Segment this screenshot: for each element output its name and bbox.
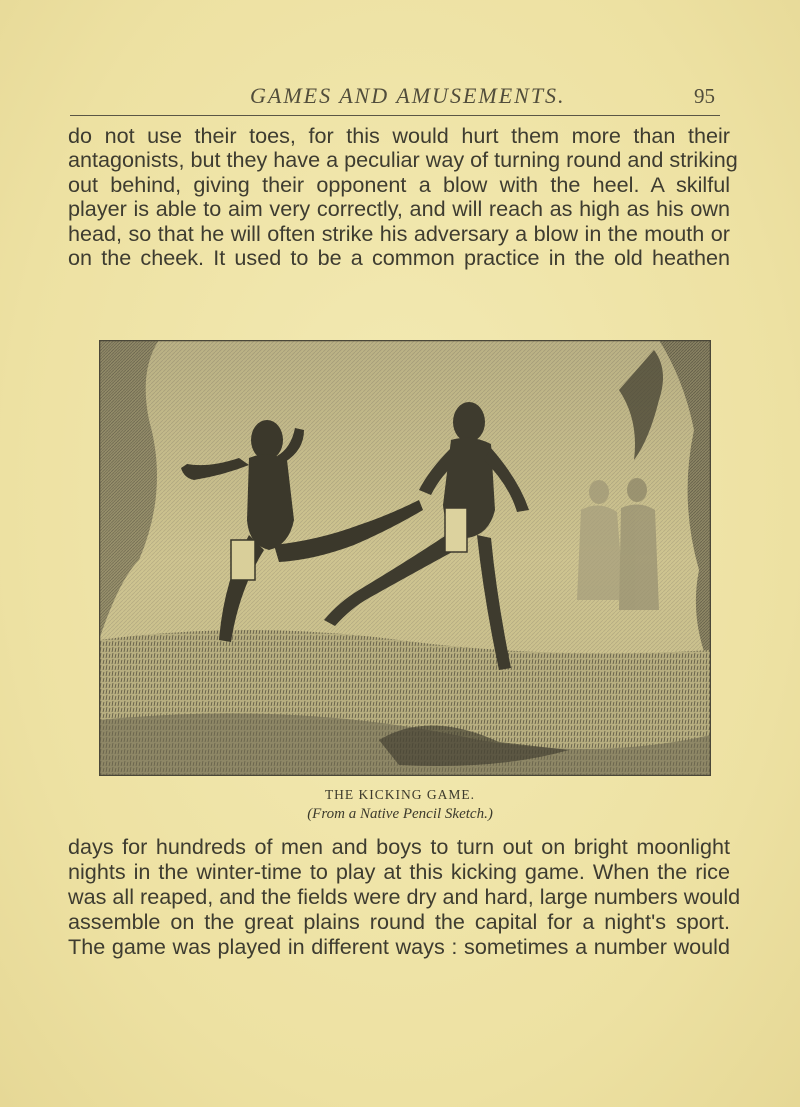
text-line: on the cheek. It used to be a common practice in the old heathen <box>68 245 730 271</box>
figure-subcaption: (From a Native Pencil Sketch.) <box>307 806 493 822</box>
paragraph-bottom <box>68 834 741 959</box>
page-number: 95 <box>694 84 715 108</box>
text-line: out behind, giving their opponent a blow with the heel. A skilful <box>68 171 730 197</box>
text-line: was all reaped, and the fields were dry and hard, large numbers would <box>68 884 741 909</box>
text-line: antagonists, but they have a peculiar way of turning round and striking <box>68 147 738 173</box>
kicking-game-illustration <box>99 340 711 776</box>
text-line: player is able to aim very correctly, and will reach as high as his own <box>68 196 730 222</box>
header-rule <box>70 115 720 116</box>
engraving <box>99 340 711 776</box>
paragraph-top <box>68 123 738 271</box>
text-line: assemble on the great plains round the capital for a night's sport. <box>68 909 730 934</box>
text-line: The game was played in different ways : sometimes a number would <box>68 934 730 959</box>
text-line: head, so that he will often strike his adversary a blow in the mouth or <box>68 220 730 246</box>
figure-caption: THE KICKING GAME. <box>324 787 476 802</box>
running-head: GAMES AND AMUSEMENTS. <box>250 83 566 108</box>
text-line: days for hundreds of men and boys to turn out on bright moonlight <box>68 834 730 859</box>
text-line: do not use their toes, for this would hurt them more than their <box>68 123 730 148</box>
text-line: nights in the winter-time to play at this kicking game. When the rice <box>68 859 730 884</box>
